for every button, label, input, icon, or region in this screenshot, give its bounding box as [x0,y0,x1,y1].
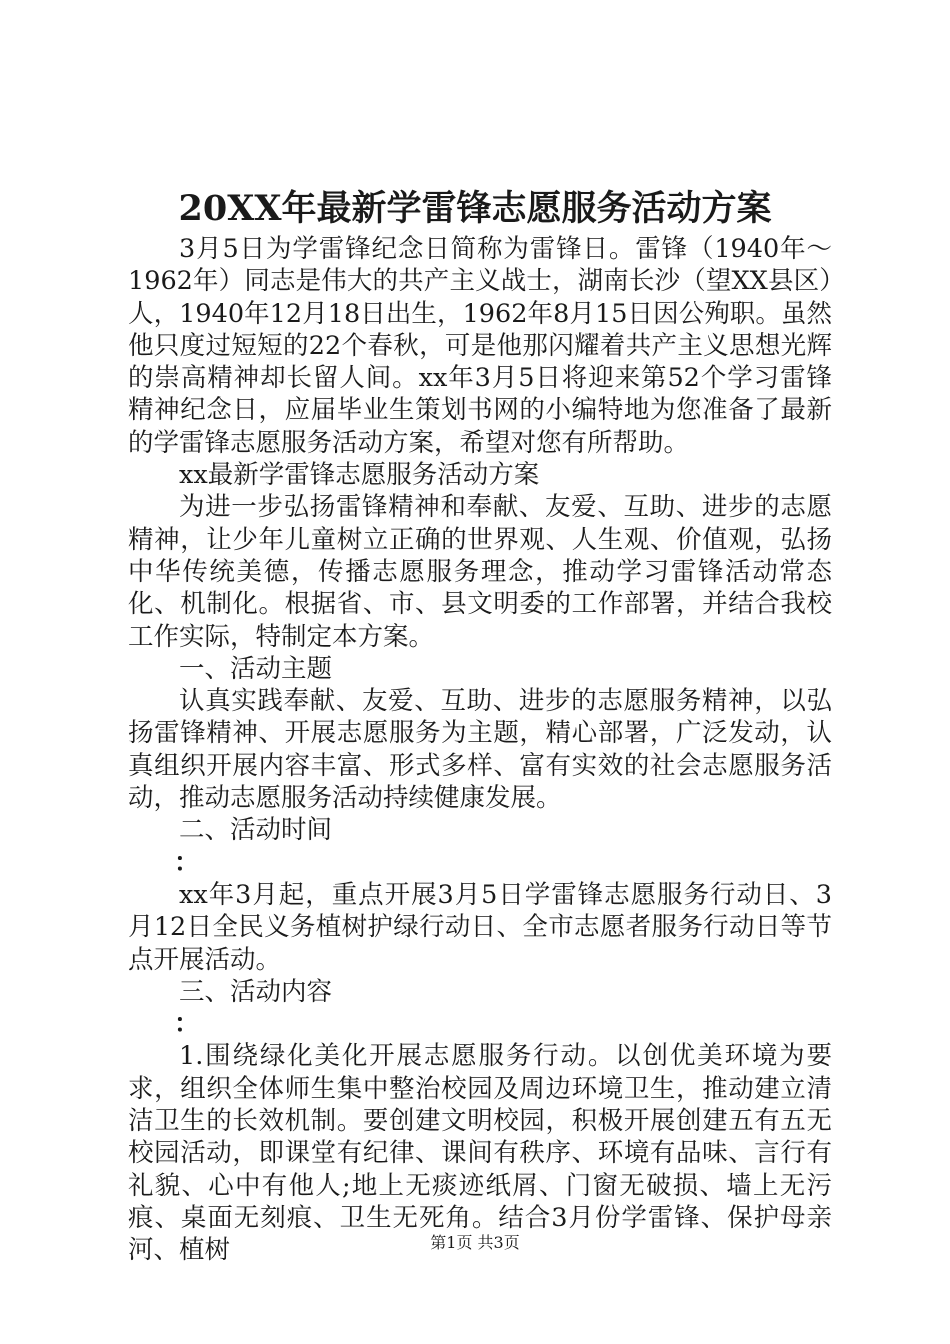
plan-subtitle: xx最新学雷锋志愿服务活动方案 [179,460,540,491]
section-heading-time: 二、活动时间 [179,815,333,846]
intro-paragraph: 3月5日为学雷锋纪念日简称为雷锋日。雷锋（1940年～1962年）同志是伟大的共产主义战士，湖南长沙（望XX县区）人，1940年12月18日出生，1962年8月15日因公殉职。虽然他只度过短短的22个春秋，可是他那闪耀着共产主义思想光辉的崇高精神却长留人间。xx年3月5日将迎来第52个学习雷锋精神纪念日，应届毕业生策划书网的小编特地为您准备了最新的学雷锋志愿服务活动方案，希望对您有所帮助。 [128,234,832,458]
purpose-paragraph: 为进一步弘扬雷锋精神和奉献、友爱、互助、进步的志愿精神，让少年儿童树立正确的世界观、人生观、价值观，弘扬中华传统美德，传播志愿服务理念，推动学习雷锋活动常态化、机制化。根据省、市、县文明委的工作部署，并结合我校工作实际，特制定本方案。 [128,492,832,652]
document-title: 20XX年最新学雷锋志愿服务活动方案 [178,188,772,229]
content-paragraph-1: 1.围绕绿化美化开展志愿服务行动。以创优美环境为要求，组织全体师生集中整治校园及周边环境卫生，推动建立清洁卫生的长效机制。要创建文明校园，积极开展创建五有五无校园活动，即课堂有纪律、课间有秩序、环境有品味、言行有礼貌、心中有他人;地上无痰迹纸屑、门窗无破损、墙上无污痕、桌面无刻痕、卫生无死角。结合3月份学雷锋、保护母亲河、植树 [128,1041,832,1266]
content-colon: ： [174,1009,200,1040]
page-footer: 第1页 共3页 [430,1233,520,1252]
theme-paragraph: 认真实践奉献、友爱、互助、进步的志愿服务精神，以弘扬雷锋精神、开展志愿服务为主题，精心部署，广泛发动，认真组织开展内容丰富、形式多样、富有实效的社会志愿服务活动，推动志愿服务活动持续健康发展。 [128,686,832,814]
time-paragraph: xx年3月起，重点开展3月5日学雷锋志愿服务行动日、3月12日全民义务植树护绿行动日、全市志愿者服务行动日等节点开展活动。 [128,879,832,975]
section-heading-content: 三、活动内容 [179,976,333,1007]
time-colon: ： [174,847,200,878]
section-heading-theme: 一、活动主题 [179,653,333,684]
document-body [128,233,832,1267]
